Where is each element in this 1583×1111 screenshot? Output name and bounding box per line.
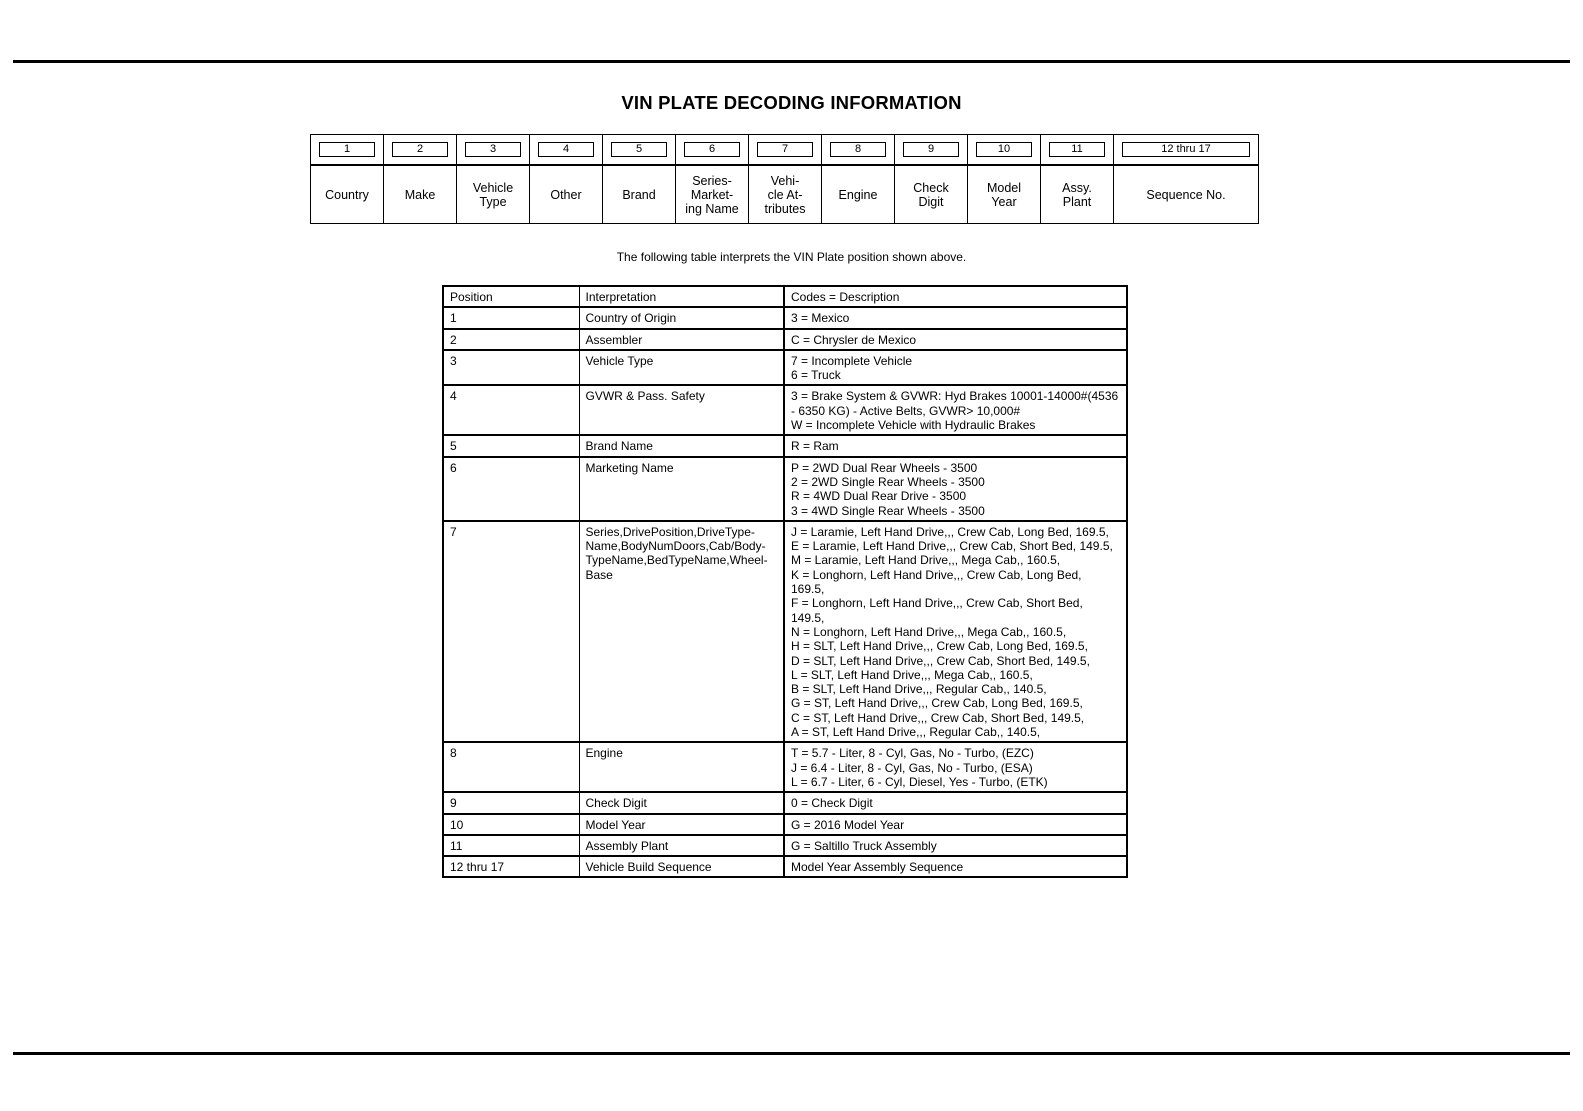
cell-interpretation: Series,DrivePosition,DriveType- Name,BodyNumDoors,Cab/Body- TypeName,BedTypeName,Wheel- Base — [579, 521, 784, 742]
cell-interpretation: Country of Origin — [579, 307, 784, 328]
cell-position: 10 — [443, 814, 579, 835]
cell-position: 6 — [443, 457, 579, 521]
cell-codes: G = Saltillo Truck Assembly — [784, 835, 1127, 856]
cell-position: 3 — [443, 350, 579, 386]
cell-position: 2 — [443, 329, 579, 350]
vin-position-number: 3 — [465, 142, 521, 157]
table-row — [443, 835, 1127, 856]
cell-codes: C = Chrysler de Mexico — [784, 329, 1127, 350]
vin-position-label: Series- Market- ing Name — [676, 165, 749, 224]
cell-position: 11 — [443, 835, 579, 856]
cell-position: 7 — [443, 521, 579, 742]
vin-position-label: Check Digit — [895, 165, 968, 224]
table-row — [443, 521, 1127, 742]
vin-position-label: Engine — [822, 165, 895, 224]
bottom-rule — [13, 1052, 1570, 1055]
cell-codes: 0 = Check Digit — [784, 792, 1127, 813]
cell-codes: Model Year Assembly Sequence — [784, 856, 1127, 877]
vin-position-number: 11 — [1049, 142, 1105, 157]
vin-number-row — [311, 135, 1259, 166]
vin-position-label: Vehi- cle At- tributes — [749, 165, 822, 224]
cell-codes: R = Ram — [784, 435, 1127, 456]
cell-interpretation: Marketing Name — [579, 457, 784, 521]
vin-position-number: 10 — [976, 142, 1032, 157]
vin-position-label: Vehicle Type — [457, 165, 530, 224]
cell-codes: T = 5.7 - Liter, 8 - Cyl, Gas, No - Turbo, (EZC) J = 6.4 - Liter, 8 - Cyl, Gas, No - Turbo, (ESA) L = 6.7 - Liter, 6 - Cyl, Diesel, Yes - Turbo, (ETK) — [784, 742, 1127, 792]
table-header-row — [443, 286, 1127, 307]
cell-interpretation: Assembly Plant — [579, 835, 784, 856]
table-row — [443, 329, 1127, 350]
vin-position-number: 1 — [319, 142, 375, 157]
table-row — [443, 742, 1127, 792]
cell-position: 12 thru 17 — [443, 856, 579, 877]
cell-codes: 7 = Incomplete Vehicle 6 = Truck — [784, 350, 1127, 386]
vin-position-label: Country — [311, 165, 384, 224]
header-codes: Codes = Description — [784, 286, 1127, 307]
cell-position: 4 — [443, 385, 579, 435]
cell-interpretation: Check Digit — [579, 792, 784, 813]
cell-codes: G = 2016 Model Year — [784, 814, 1127, 835]
cell-interpretation: Engine — [579, 742, 784, 792]
vin-position-number: 5 — [611, 142, 667, 157]
table-caption: The following table interprets the VIN Plate position shown above. — [616, 250, 967, 264]
cell-position: 1 — [443, 307, 579, 328]
table-row — [443, 792, 1127, 813]
vin-position-grid — [310, 134, 1259, 224]
table-row — [443, 856, 1127, 877]
vin-interpretation-table — [442, 285, 1128, 878]
cell-codes: 3 = Brake System & GVWR: Hyd Brakes 10001-14000#(4536 - 6350 KG) - Active Belts, GVWR> 10,000# W = Incomplete Vehicle with Hydraulic Brakes — [784, 385, 1127, 435]
vin-position-number: 8 — [830, 142, 886, 157]
vin-position-number: 6 — [684, 142, 740, 157]
cell-interpretation: Brand Name — [579, 435, 784, 456]
header-position: Position — [443, 286, 579, 307]
top-rule — [13, 60, 1570, 63]
vin-position-label: Brand — [603, 165, 676, 224]
table-row — [443, 435, 1127, 456]
cell-interpretation: Assembler — [579, 329, 784, 350]
table-row — [443, 307, 1127, 328]
vin-position-label: Sequence No. — [1114, 165, 1259, 224]
cell-interpretation: Vehicle Build Sequence — [579, 856, 784, 877]
cell-interpretation: Model Year — [579, 814, 784, 835]
header-interpretation: Interpretation — [579, 286, 784, 307]
table-row — [443, 385, 1127, 435]
vin-position-label: Other — [530, 165, 603, 224]
cell-position: 5 — [443, 435, 579, 456]
table-row — [443, 350, 1127, 386]
cell-codes: 3 = Mexico — [784, 307, 1127, 328]
cell-interpretation: Vehicle Type — [579, 350, 784, 386]
vin-position-number: 7 — [757, 142, 813, 157]
vin-label-row — [311, 165, 1259, 224]
vin-position-label: Model Year — [968, 165, 1041, 224]
vin-position-number: 12 thru 17 — [1122, 142, 1250, 157]
cell-interpretation: GVWR & Pass. Safety — [579, 385, 784, 435]
vin-position-number: 4 — [538, 142, 594, 157]
cell-codes: P = 2WD Dual Rear Wheels - 3500 2 = 2WD Single Rear Wheels - 3500 R = 4WD Dual Rear Drive - 3500 3 = 4WD Single Rear Wheels - 3500 — [784, 457, 1127, 521]
cell-position: 8 — [443, 742, 579, 792]
vin-position-number: 2 — [392, 142, 448, 157]
vin-position-label: Assy. Plant — [1041, 165, 1114, 224]
vin-position-label: Make — [384, 165, 457, 224]
cell-codes: J = Laramie, Left Hand Drive,,, Crew Cab, Long Bed, 169.5, E = Laramie, Left Hand Drive,,, Crew Cab, Short Bed, 149.5, M = Laramie, Left Hand Drive,,, Mega Cab,, 160.5, K = Longhorn, Left Hand Drive,,, Crew Cab, Long Bed, 169.5, F = Longhorn, Left Hand Drive,,, Crew Cab, Short Bed, 149.5, N = Longhorn, Left Hand Drive,,, Mega Cab,, 160.5, H = SLT, Left Hand Drive,,, Crew Cab, Long Bed, 169.5, D = SLT, Left Hand Drive,,, Crew Cab, Short Bed, 149.5, L = SLT, Left Hand Drive,,, Mega Cab,, 160.5, B = SLT, Left Hand Drive,,, Regular Cab,, 140.5, G = ST, Left Hand Drive,,, Crew Cab, Long Bed, 169.5, C = ST, Left Hand Drive,,, Crew Cab, Short Bed, 149.5, A = ST, Left Hand Drive,,, Regular Cab,, 140.5, — [784, 521, 1127, 742]
vin-position-number: 9 — [903, 142, 959, 157]
table-row — [443, 814, 1127, 835]
table-row — [443, 457, 1127, 521]
cell-position: 9 — [443, 792, 579, 813]
page-title: VIN PLATE DECODING INFORMATION — [621, 92, 962, 113]
